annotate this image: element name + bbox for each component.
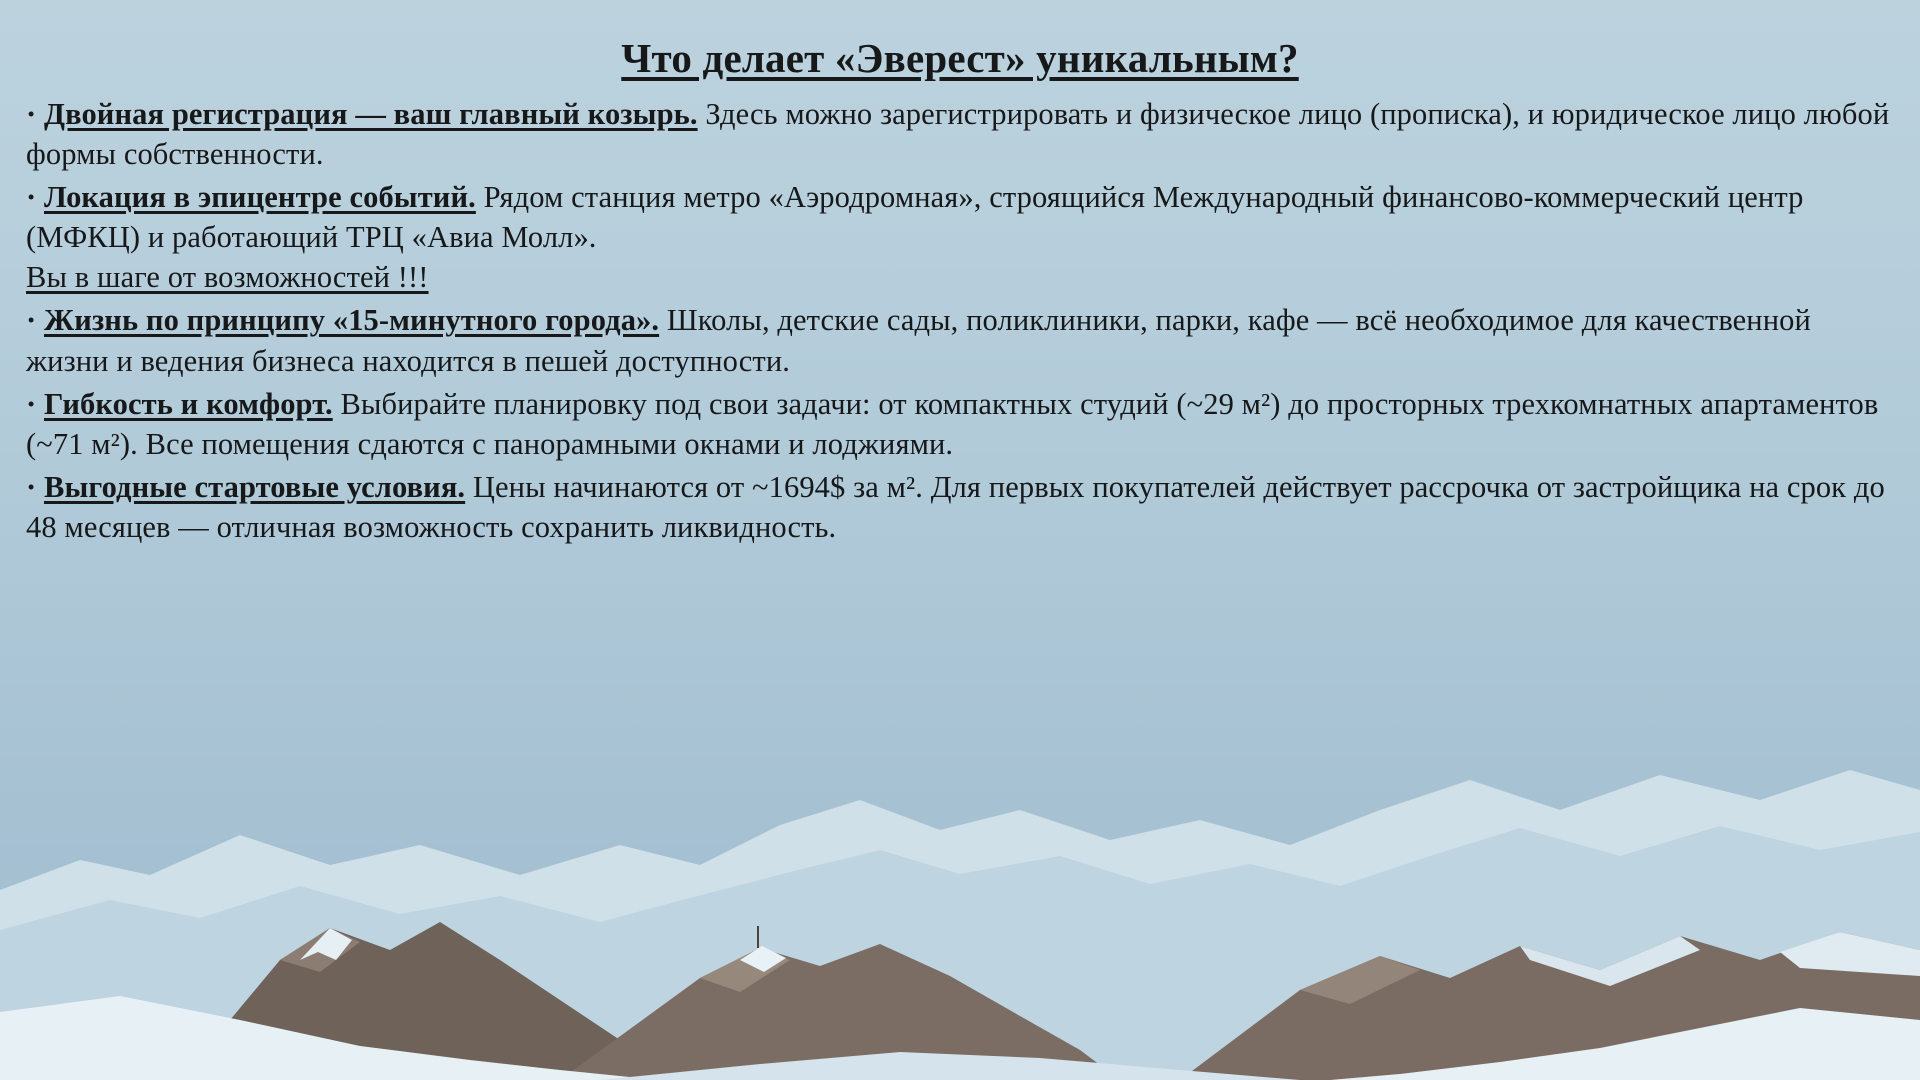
bullet-lead: Выгодные стартовые условия. xyxy=(44,469,466,504)
bullet-body: Выбирайте планировку под свои задачи: от компактных студий (~29 м²) до просторных трехкомнатных апартаментов (~71 м²). Все помещения сдаются с панорамными окнами и лоджиями. xyxy=(26,386,1879,461)
bullet-lead: Гибкость и комфорт. xyxy=(44,386,333,421)
bullet-lead: Локация в эпицентре событий. xyxy=(44,180,476,215)
mountain-range-image xyxy=(0,660,1920,1080)
bullet-item-1 xyxy=(26,94,1894,174)
bullet-item-5 xyxy=(26,467,1894,547)
bullet-marker: · xyxy=(26,180,37,215)
bullet-marker: · xyxy=(26,97,37,131)
bullet-item-4 xyxy=(26,384,1894,464)
bullet-marker: · xyxy=(26,386,37,421)
bullet-body: Школы, детские сады, поликлиники, парки, кафе — всё необходимое для качественной жизни и ведения бизнеса находится в пешей доступности. xyxy=(26,303,1811,378)
bullet-item-3 xyxy=(26,300,1894,380)
bullet-body: Цены начинаются от ~1694$ за м². Для первых покупателей действует рассрочка от застройщика на срок до 48 месяцев — отличная возможность сохранить ликвидность. xyxy=(26,469,1885,544)
bullet-body: Рядом станция метро «Аэродромная», строящийся Международный финансово-коммерческий центр (МФКЦ) и работающий ТРЦ «Авиа Молл». xyxy=(26,180,1804,255)
bullet-body: Здесь можно зарегистрировать и физическое лицо (прописка), и юридическое лицо любой формы собственности. xyxy=(26,97,1890,172)
bullet-extra-note: Вы в шаге от возможностей !!! xyxy=(26,260,429,295)
bullet-marker: · xyxy=(26,303,37,338)
bullet-marker: · xyxy=(26,469,37,504)
bullet-item-2 xyxy=(26,177,1894,297)
bullet-lead: Двойная регистрация — ваш главный козырь. xyxy=(44,97,698,131)
page-title: Что делает «Эверест» уникальным? xyxy=(621,35,1299,81)
bullet-lead: Жизнь по принципу «15-минутного города». xyxy=(44,303,660,338)
